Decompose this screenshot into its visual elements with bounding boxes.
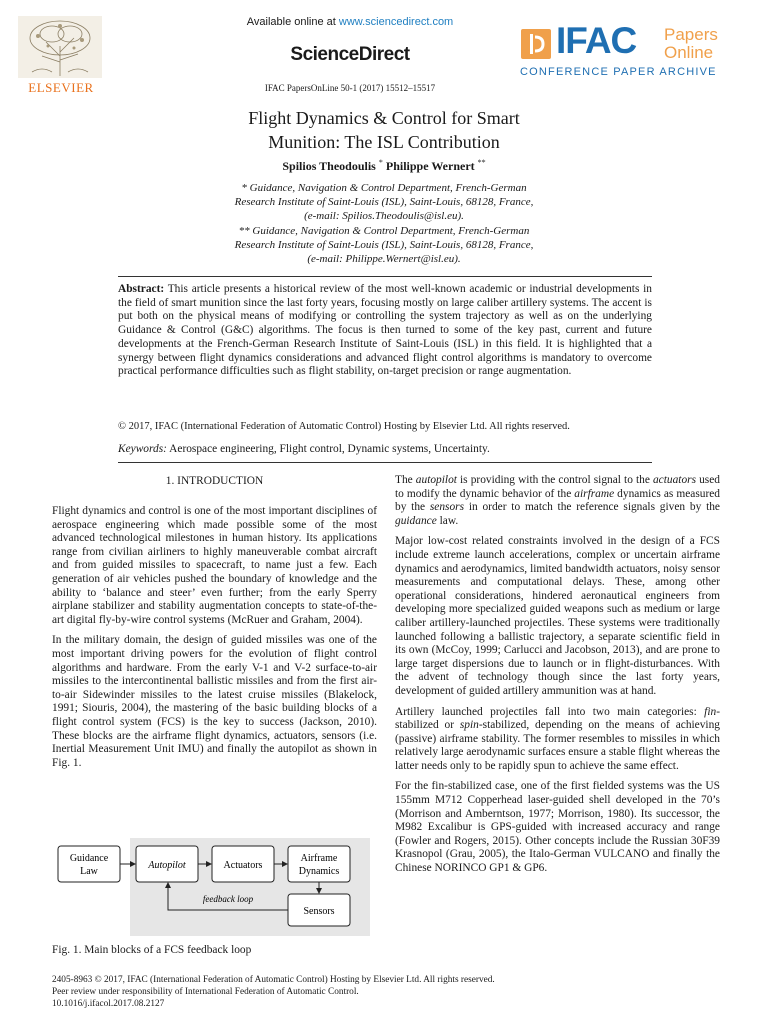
paragraph: In the military domain, the design of guided missiles was one of the most important driving powers for the evolution of flight control algorithms and hardware. From the early V-1 and V-2 surface-to-air missiles to the intercontinental ballistic missiles and from the first air-to-air Sidewinder missiles to the latest cruise missiles (Blakelock, 1991; Siouris, 2004), the mastering of the basic building blocks of a flight control system (FCS) is the key to success (Jackson, 2010). These blocks are the airframe flight dynamics, actuators, sensors (i.e. Inertial Measurement Unit IMU) and finally the autopilot as shown in Fig. 1. <box>52 634 377 769</box>
ifac-logo-text: IFAC <box>556 20 637 61</box>
left-column <box>52 505 377 777</box>
papers-online-text: Papers Online <box>664 25 718 62</box>
sensors-label: Sensors <box>303 906 335 917</box>
paragraph: Flight dynamics and control is one of the most important disciplines of aerospace engineering which made possible some of the most advanced technological milestones in human history. Its applications range from civilian airliners to highly maneuverable combat aircraft and from guided missiles to spacecraft, to name just a few. Each generation of air vehicles pushed the boundary of knowledge and the ability to ‘balance and steer’ even further; from the early Sperry airplane stabilizer and stability augmentation concepts to state-of-the-art digital fly-by-wire control systems (McRuer and Graham, 2004). <box>52 505 377 626</box>
paragraph: Artillery launched projectiles fall into two main categories: fin-stabilized or spin-stabilized, depending on the means of achieving (passive) airframe stability. The former resembles to missiles in which relatively large aerodynamic surfaces ensure a stable flight whereas the latter needs only to be rapidly spun to achieve the same effect. <box>395 705 720 772</box>
ifac-emblem-icon <box>521 29 551 59</box>
elsevier-wordmark: ELSEVIER <box>28 80 94 95</box>
actuators-label: Actuators <box>223 860 263 871</box>
paragraph: Major low-cost related constraints involved in the design of a FCS include extreme launch accelerations, complex or uncertain airframe dynamics and aerodynamics, limited bandwidth actuators, noisy sensor measurements and computational delays. These, among other operational considerations, hindered aeronautical engineers from developing more specialized guided weapons such as medium or large caliber artillery-launched projectiles. These systems were traditionally launched following a ballistic trajectory, a separate scientific field in its own (McCoy, 1999; Carlucci and Jacobson, 2013), and are prone to large target dispersions due to launch or in flight-disturbances. With the advent of technology though since the last forty years, development of guided artillery ammunition was at hand. <box>395 535 720 697</box>
guidance-label-2: Law <box>80 866 98 877</box>
feedback-loop-label: feedback loop <box>202 894 254 904</box>
section-heading-introduction: 1. INTRODUCTION <box>165 475 264 487</box>
abstract: Abstract: This article presents a historical review of the most well-known academic or industrial developments in the field of smart munition since the last forty years, focusing mostly on large caliber artillery systems. The accent is put both on the physical means of modifying or controlling the system trajectory as well as on the underlying Guidance & Control (G&C) algorithms. The focus is then turned to some of the key past, current and future developments at the French-German Research Institute of Saint-Louis (ISL) in this field. It is highlighted that a synergy between flight dynamics considerations and advanced flight control algorithms is mandatory to overcome practical performance difficulties such as flight stability, on-target precision or range augmentation. <box>118 283 652 378</box>
keywords: Keywords: Aerospace engineering, Flight control, Dynamic systems, Uncertainty. <box>118 443 490 455</box>
paper-title: Flight Dynamics & Control for Smart Munition: The ISL Contribution <box>248 108 520 152</box>
autopilot-label: Autopilot <box>148 860 186 871</box>
airframe-label-2: Dynamics <box>298 866 340 877</box>
journal-reference: IFAC PapersOnLine 50-1 (2017) 15512–15517 <box>264 83 436 93</box>
figure-caption: Fig. 1. Main blocks of a FCS feedback loop <box>52 944 252 956</box>
abstract-copyright: © 2017, IFAC (International Federation of Automatic Control) Hosting by Elsevier Ltd. All rights reserved. <box>118 421 570 432</box>
airframe-label-1: Airframe <box>300 853 338 864</box>
abstract-top-rule <box>118 276 652 277</box>
sciencedirect-brand: ScienceDirect <box>290 44 410 65</box>
paragraph: For the fin-stabilized case, one of the first fielded systems was the US 155mm M712 Copperhead laser-guided shell developed in the 70’s (Morrison and Amberntson, 1977; Morrison, 1980). Its successor, the M982 Excalibur is GPS-guided with increased accuracy and range (Fowler and Rogers, 2015). Other concepts include the Russian 30F39 Krasnopol (Grau, 2005), the Italo-German VULCANO and finally the Chinese NORINCO GP1 & GP6. <box>395 780 720 875</box>
conference-archive-text: CONFERENCE PAPER ARCHIVE <box>520 66 717 78</box>
available-online-line: Available online at www.sciencedirect.com <box>246 16 454 28</box>
authors-line: Spilios Theodoulis * Philippe Wernert ** <box>282 158 486 173</box>
fcs-block-diagram <box>52 838 370 936</box>
elsevier-tree-logo <box>18 16 102 78</box>
page-footer: 2405-8963 © 2017, IFAC (International Federation of Automatic Control) Hosting by Elsevier Ltd. All rights reserved. Peer review under responsibility of International Federation of Automatic Control. 10.1016/j.ifacol.2017.08.2127 <box>52 975 495 1009</box>
guidance-label-1: Guidance <box>69 853 109 864</box>
keywords-bottom-rule <box>118 462 652 463</box>
affiliations: * Guidance, Navigation & Control Department, French-German Research Institute of Saint-Louis (ISL), Saint-Louis, 68128, France, (e-mail: Spilios.Theodoulis@isl.eu). ** Guidance, Navigation & Control Department, French-German Research Institute of Saint-Louis (ISL), Saint-Louis, 68128, France, (e-mail: Philippe.Wernert@isl.eu). <box>234 182 534 266</box>
right-column <box>395 474 720 883</box>
sciencedirect-link[interactable]: www.sciencedirect.com <box>338 16 454 28</box>
paragraph: The autopilot is providing with the control signal to the actuators used to modify the dynamic behavior of the airframe dynamics as measured by the sensors in order to match the reference signals given by the guidance law. <box>395 474 720 527</box>
